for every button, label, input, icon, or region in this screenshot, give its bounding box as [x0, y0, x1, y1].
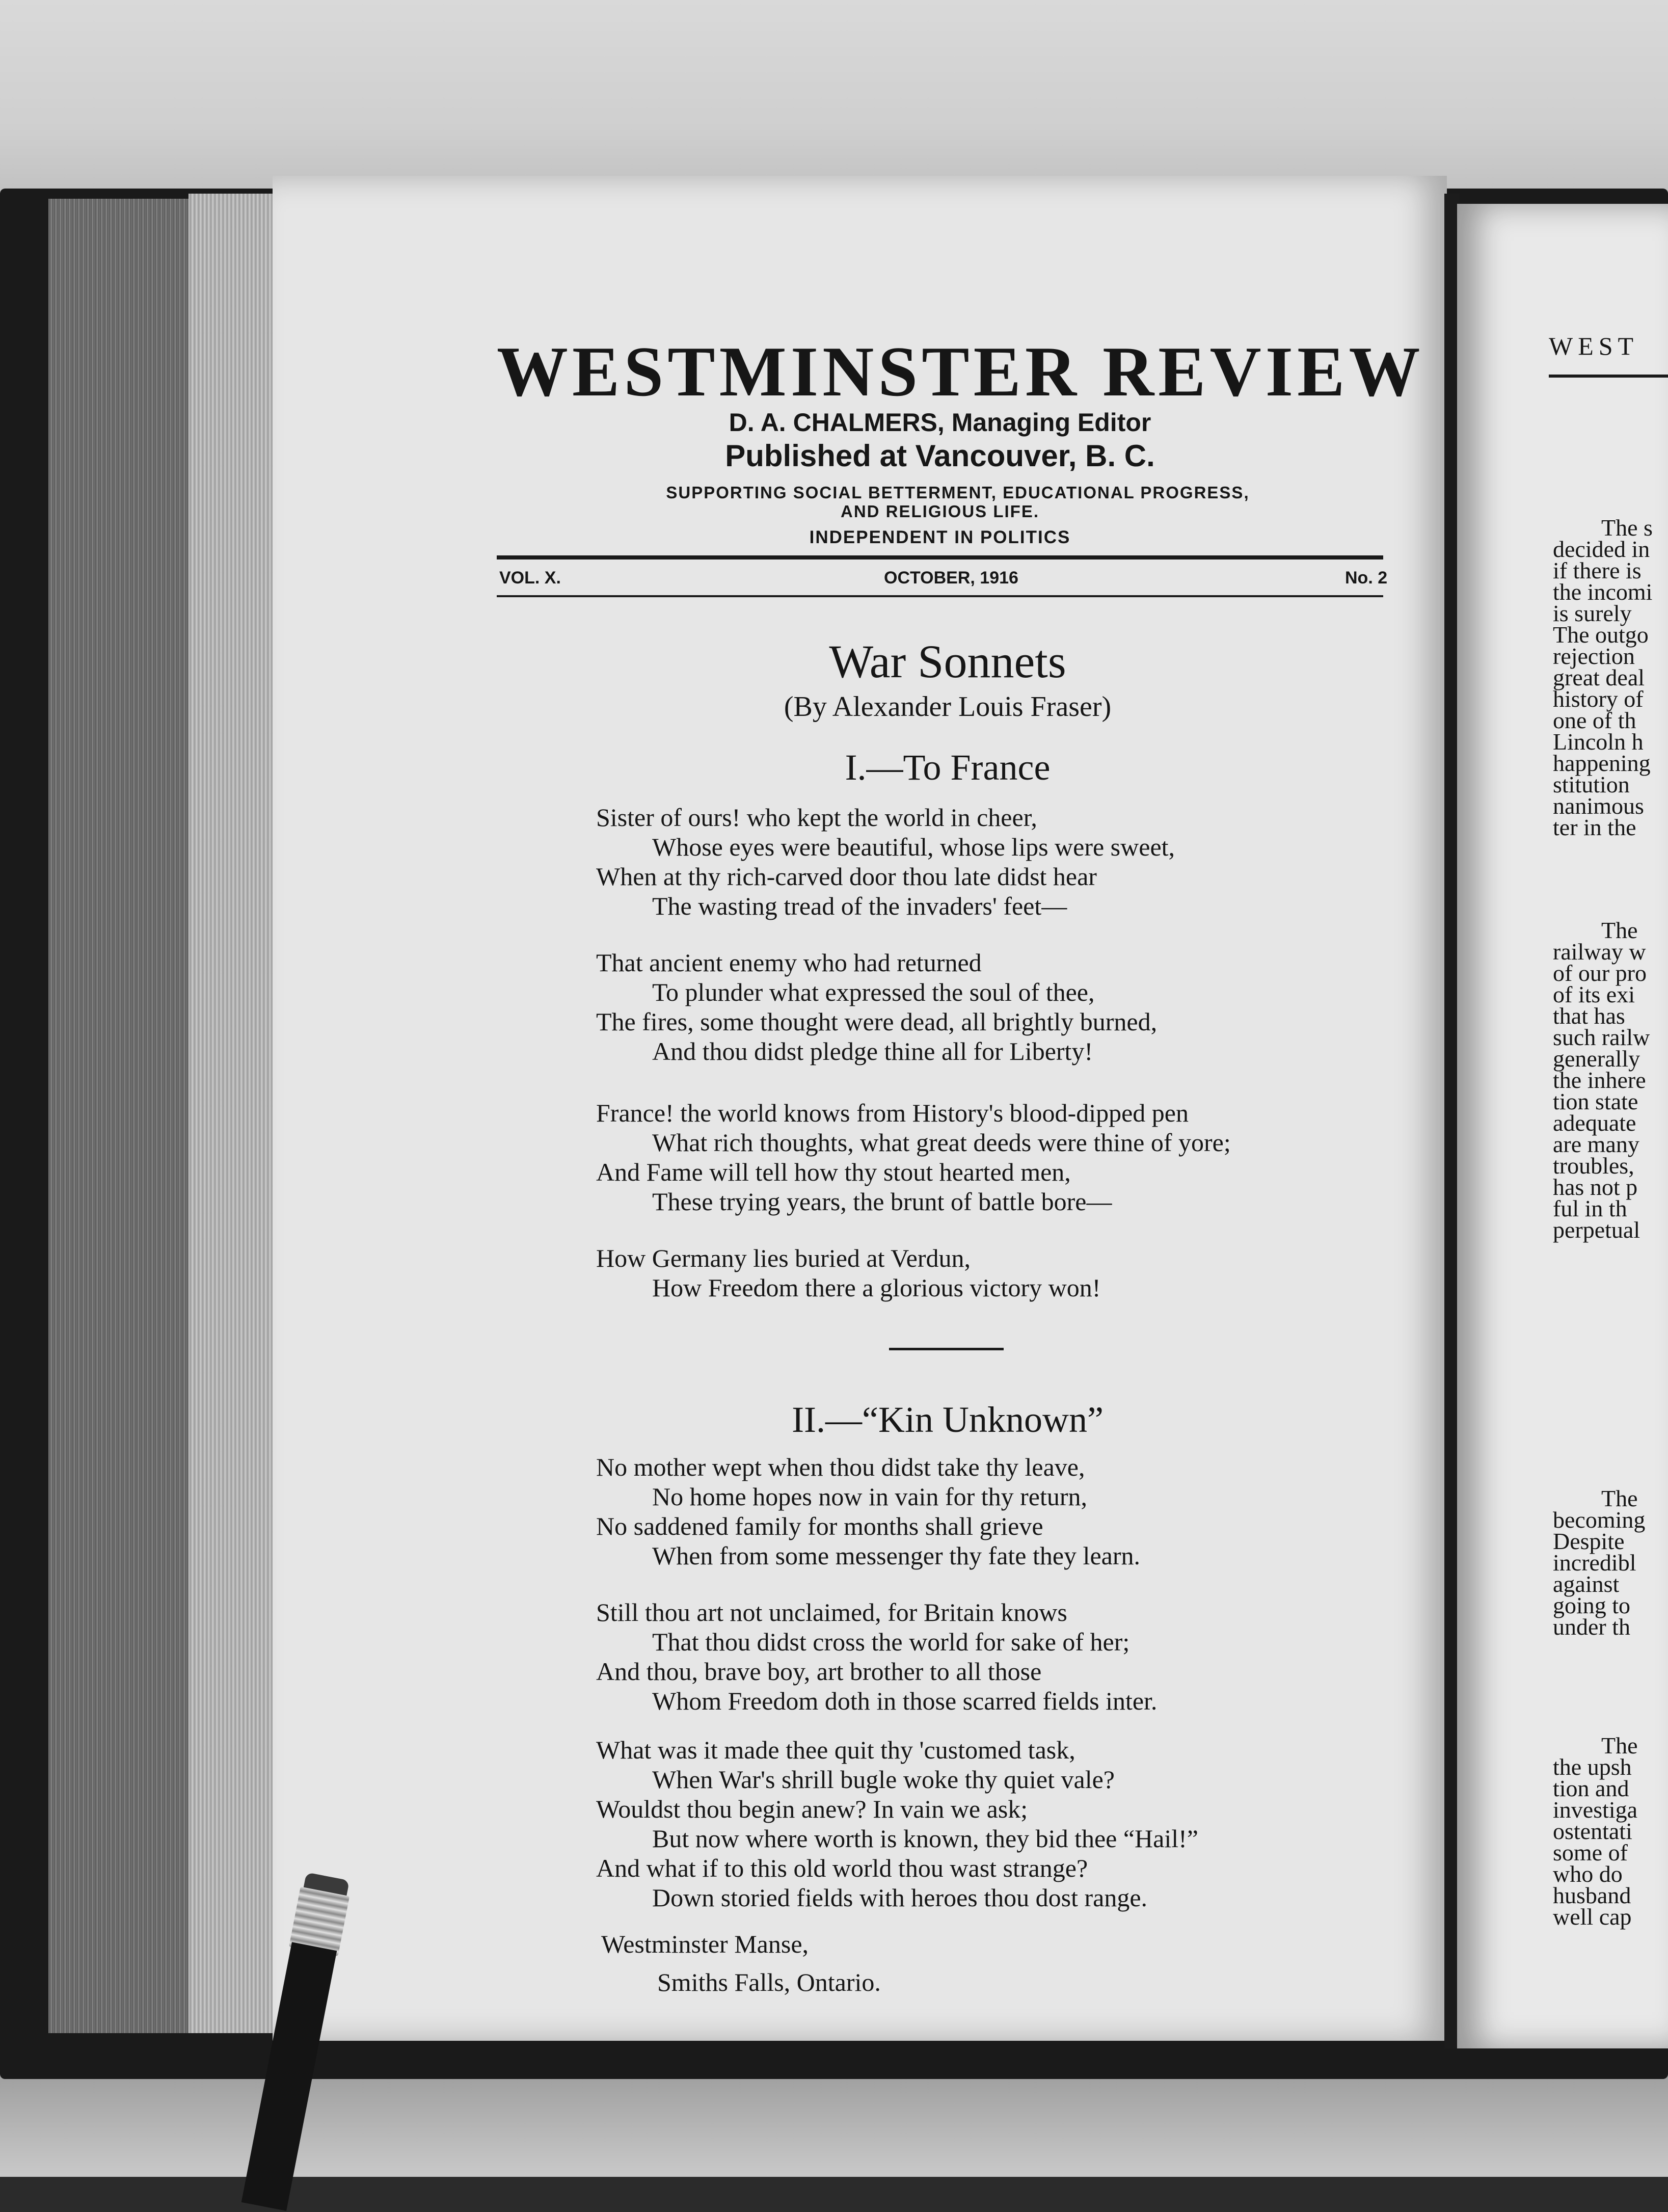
text-line: generally — [1553, 1046, 1640, 1072]
text-line: railway w — [1553, 939, 1646, 965]
text-line: Lincoln h — [1553, 729, 1644, 755]
text-line: if there is — [1553, 557, 1642, 583]
right-page-block-1 — [1553, 517, 1653, 838]
verse-line: Sister of ours! who kept the world in cheer, — [596, 803, 1037, 832]
text-line: The — [1601, 917, 1638, 943]
independent-line: INDEPENDENT IN POLITICS — [809, 527, 1071, 547]
volume-number: VOL. X. — [499, 568, 561, 588]
text-line: tion and — [1553, 1775, 1629, 1801]
poem-1-stanza-3 — [596, 1098, 1360, 1216]
verse-line: That ancient enemy who had returned — [596, 948, 982, 977]
verse-line: Wouldst thou begin anew? In vain we ask; — [596, 1795, 1028, 1823]
text-line: husband — [1553, 1882, 1631, 1908]
verse-line: Still thou art not unclaimed, for Britain knows — [596, 1598, 1067, 1627]
right-page-block-2 — [1553, 917, 1650, 1243]
verse-line: When from some messenger thy fate they learn. — [652, 1541, 1140, 1570]
issue-date: OCTOBER, 1916 — [884, 568, 1018, 588]
managing-editor: D. A. CHALMERS, Managing Editor — [729, 408, 1151, 437]
text-line: against — [1553, 1571, 1620, 1597]
text-line: well cap — [1553, 1904, 1632, 1930]
text-line: stitution — [1553, 771, 1630, 797]
text-line: ostentati — [1553, 1818, 1632, 1844]
issue-number: No. 2 — [1345, 568, 1388, 588]
text-line: Despite — [1553, 1528, 1625, 1554]
verse-line: Whose eyes were beautiful, whose lips were sweet, — [652, 833, 1175, 861]
verse-line: To plunder what expressed the soul of thee, — [652, 978, 1095, 1006]
text-line: the upsh — [1553, 1754, 1632, 1780]
article-byline: (By Alexander Louis Fraser) — [784, 691, 1112, 723]
text-line: becoming — [1553, 1507, 1646, 1533]
masthead-rule-top — [497, 555, 1383, 559]
text-line: the inhere — [1553, 1067, 1646, 1093]
verse-line: That thou didst cross the world for sake of her; — [652, 1628, 1130, 1656]
text-line: nanimous — [1553, 793, 1644, 819]
poem-1-heading: I.—To France — [845, 747, 1051, 788]
verse-line: And what if to this old world thou wast strange? — [596, 1854, 1088, 1882]
page-edges-light — [189, 194, 275, 2033]
text-line: who do — [1553, 1861, 1623, 1887]
verse-line: No saddened family for months shall grieve — [596, 1512, 1043, 1540]
text-line: going to — [1553, 1592, 1631, 1618]
section-divider — [889, 1348, 1004, 1350]
masthead-rule-bottom — [497, 595, 1383, 597]
verse-line: How Germany lies buried at Verdun, — [596, 1244, 971, 1272]
text-line: some of — [1553, 1840, 1628, 1865]
text-line: history of — [1553, 686, 1644, 712]
text-line: has not p — [1553, 1174, 1638, 1200]
verse-line: Down storied fields with heroes thou dost range. — [652, 1883, 1148, 1912]
verse-line: And thou didst pledge thine all for Liberty! — [652, 1037, 1093, 1065]
text-line: is surely — [1553, 600, 1632, 626]
text-line: of our pro — [1553, 960, 1647, 986]
text-line: the incomi — [1553, 579, 1653, 605]
verse-line: What rich thoughts, what great deeds were thine of yore; — [652, 1128, 1231, 1157]
text-line: decided in — [1553, 536, 1650, 562]
article-title: War Sonnets — [829, 635, 1066, 687]
verse-line: Whom Freedom doth in those scarred fields inter. — [652, 1687, 1158, 1715]
text-line: The — [1601, 1733, 1638, 1758]
verse-line: But now where worth is known, they bid thee “Hail!” — [652, 1824, 1198, 1853]
verse-line: The fires, some thought were dead, all brightly burned, — [596, 1007, 1158, 1036]
poem-1-stanza-1 — [596, 803, 1360, 921]
text-line: The outgo — [1553, 622, 1649, 648]
text-line: such railw — [1553, 1024, 1650, 1050]
text-line: happening — [1553, 750, 1651, 776]
poem-2-heading: II.—“Kin Unknown” — [792, 1399, 1104, 1440]
verse-line: What was it made thee quit thy 'customed task, — [596, 1736, 1075, 1764]
verse-line: And thou, brave boy, art brother to all those — [596, 1657, 1042, 1686]
signoff-place: Westminster Manse, — [601, 1930, 809, 1958]
text-line: tion state — [1553, 1088, 1638, 1114]
verse-line: These trying years, the brunt of battle bore— — [652, 1187, 1112, 1216]
poem-1-stanza-2 — [596, 948, 1360, 1066]
right-page-block-3 — [1553, 1485, 1646, 1640]
supporting-line-2: AND RELIGIOUS LIFE. — [840, 502, 1039, 521]
text-line: ter in the — [1553, 814, 1636, 840]
text-line: ful in th — [1553, 1195, 1627, 1221]
poem-1-stanza-4 — [596, 1243, 1360, 1302]
poem-2-stanza-1 — [596, 1452, 1360, 1570]
text-line: one of th — [1553, 707, 1636, 733]
verse-line: No mother wept when thou didst take thy leave, — [596, 1453, 1085, 1481]
verse-line: The wasting tread of the invaders' feet— — [652, 892, 1067, 920]
right-page-block-4 — [1553, 1735, 1638, 1928]
text-line: that has — [1553, 1003, 1625, 1029]
text-line: troubles, — [1553, 1153, 1634, 1179]
text-line: The — [1601, 1485, 1638, 1511]
verse-line: No home hopes now in vain for thy return, — [652, 1482, 1088, 1511]
text-line: perpetual — [1553, 1217, 1640, 1243]
verse-line: When at thy rich-carved door thou late didst hear — [596, 862, 1097, 891]
poem-2-stanza-2 — [596, 1597, 1360, 1716]
text-line: great deal — [1553, 664, 1645, 690]
text-line: incredibl — [1553, 1550, 1636, 1576]
right-page-heading: WEST — [1549, 332, 1639, 360]
published-location: Published at Vancouver, B. C. — [725, 439, 1155, 473]
verse-line: When War's shrill bugle woke thy quiet vale? — [652, 1765, 1115, 1794]
signoff-town: Smiths Falls, Ontario. — [657, 1968, 881, 1996]
text-line: are many — [1553, 1131, 1639, 1157]
text-line: of its exi — [1553, 981, 1635, 1007]
text-line: under th — [1553, 1614, 1631, 1640]
text-line: The s — [1601, 515, 1653, 541]
verse-line: How Freedom there a glorious victory won! — [652, 1273, 1101, 1302]
verse-line: And Fame will tell how thy stout hearted men, — [596, 1158, 1071, 1186]
verse-line: France! the world knows from History's blood-dipped pen — [596, 1099, 1189, 1127]
text-line: rejection — [1553, 643, 1635, 669]
supporting-line-1: SUPPORTING SOCIAL BETTERMENT, EDUCATIONAL PROGRESS, — [666, 483, 1250, 502]
masthead-title: WESTMINSTER REVIEW — [497, 332, 1424, 411]
text-line: investiga — [1553, 1797, 1638, 1823]
text-line: adequate — [1553, 1110, 1636, 1136]
right-page-rule — [1549, 375, 1668, 378]
poem-2-stanza-3 — [596, 1735, 1360, 1912]
